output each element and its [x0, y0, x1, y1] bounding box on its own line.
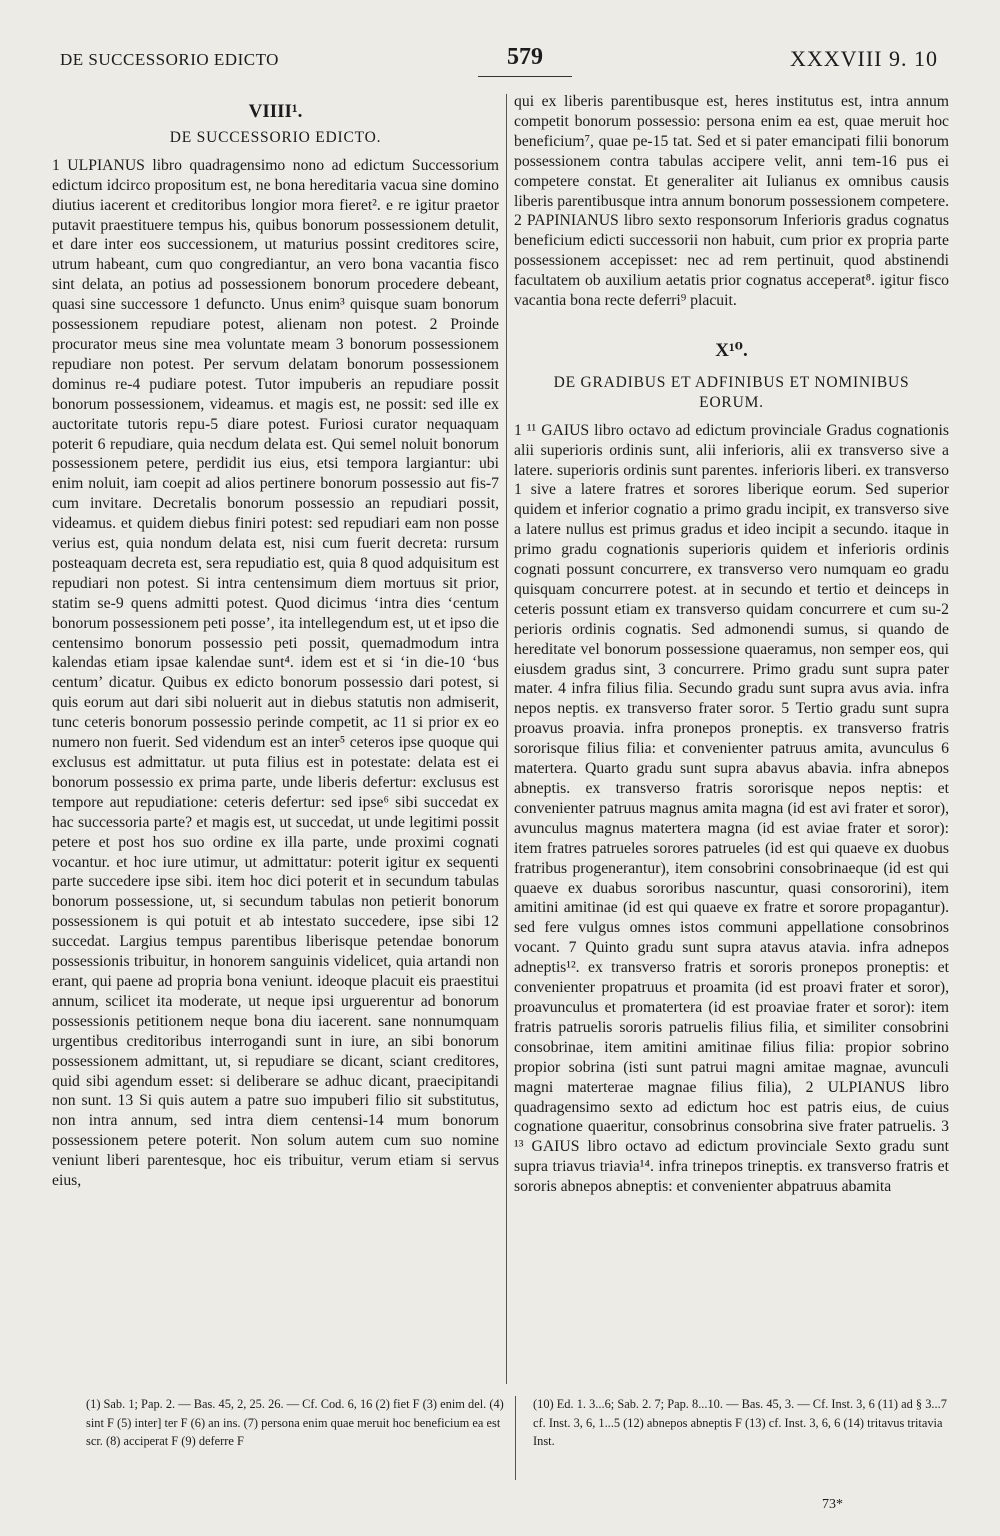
footnotes-right: (10) Ed. 1. 3...6; Sab. 2. 7; Pap. 8...10. — Bas. 45, 3. — Cf. Inst. 3, 6 (11) ad § 3...7 cf. Inst. 3, 6, 1...5 (12) abnepos abneptis F (13) cf. Inst. 3, 6, 6 (14) tritavus tritavia Inst. — [533, 1397, 947, 1448]
page-number-rule — [478, 76, 572, 77]
footnote-divider — [515, 1396, 516, 1480]
column-divider — [506, 94, 507, 1384]
section-number: VIIII¹. — [248, 101, 303, 122]
running-head — [60, 44, 938, 80]
section-title: DE GRADIBUS ET ADFINIBUS ET NOMINIBUS EORUM. — [553, 373, 910, 411]
running-head-reference: XXXVIII 9. 10 — [789, 46, 938, 71]
running-head-title: DE SUCCESSORIO EDICTO — [60, 50, 279, 69]
body-text: qui ex liberis parentibusque est, heres institutus est, intra annum competit bonorum possessio: persona enim ea est, quae meruit hoc beneficium⁷, quae pe-15 tat. Sed et si pater emancipati filii bonorum possessionem contra tabulas accipere velit, anni tem-16 pus ei competere constat. Et generaliter ait Iulianus ex omnibus causis liberis parentibusque intra annum bonorum possessionem competere. 2 PAPINIANUS libro sexto responsorum Inferioris gradus cognatus beneficium edicti successorii non habuit, cum prior ex propria parte possessionem accepisset: nec ad rem pertinuit, quod abstinendi facultatem ob auxilium aetatis prior cognatus acceperat⁸. igitur fisco vacantia bona recte deferri⁹ placuit. — [514, 93, 949, 310]
footnotes-left: (1) Sab. 1; Pap. 2. — Bas. 45, 2, 25. 26. — Cf. Cod. 6, 16 (2) fiet F (3) enim del. (4) sint F (5) inter] ter F (6) an ins. (7) persona enim quae meruit hoc beneficium ea est scr. (8) acciperat F (9) deferre F — [86, 1397, 504, 1448]
section-title: DE SUCCESSORIO EDICTO. — [169, 128, 382, 146]
page-number: 579 — [507, 44, 543, 70]
body-text: 1 ULPIANUS libro quadragensimo nono ad edictum Successorium edictum idcirco propositum est, ne bona hereditaria vacua sine domino diutius iacerent et creditoribus longior mora fieret². e re igitur praetor putavit praestituere tempus his, quibus bonorum possessionem detulit, et dare inter eos successionem, ut maturius possint creditores scire, utrum habeant, cum quo congrediantur, an vero bona vacantia fisco sint delata, an potius ad possessionem bonorum procedere debeant, quasi sine successore 1 defuncto. Unus enim³ quisque suam bonorum possessionem repudiare potest, alienam non potest. 2 Proinde procurator meus sine mea voluntate meam 3 bonorum possessionem repudiare non potest. Per servum delatam bonorum possessionem dominus re-4 pudiare potest. Tutor impuberis an repudiare possit bonorum possessionem, videamus. et magis est, ne possit: sed ille ex auctoritate tutoris repu-5 diare potest. Furiosi curator nequaquam poterit 6 repudiare, quia necdum delata est. Qui semel noluit bonorum possessionem petere, perdidit ius eius, etsi tempora largiantur: ubi enim noluit, iam coepit ad alios pertinere bonorum possessio aut fis-7 cum invitare. Decretalis bonorum possessio an repudiari possit, videamus. et quidem diebus finiri potest: sed repudiari eam non posse verius est, quia nondum delata est, nisi cum fuerit decreta: rursum posteaquam decreta est, sera repudiatio est, quia 8 quod adquisitum est repudiari non potest. Si intra centensimum diem mortuus sit prior, statim se-9 quens admitti potest. Quod dicimus ‘intra dies ‘centum bonorum possessionem peti posse’, ita intellegendum est, ut et ipso die centensimo bonorum possessio peti possit, quemadmodum intra kalendas etiam ipsae kalendae sunt⁴. idem est et si ‘in die-10 ‘bus centum’ dicatur. Quibus ex edicto bonorum possessio dari potest, si quis eorum aut dari sibi noluerit aut in diebus statutis non admiserit, tunc ceteris bonorum possessio perinde competit, ac 11 si prior ex eo numero non fuerit. Sed videndum est an inter⁵ ceteros ipse quoque qui exclusus est admittatur. ut puta filius est in potestate: delata est ei bonorum possessio ex prima parte, unde liberis defertur: exclusus est tempore aut repudiatione: ceteris defertur: sed ipse⁶ sibi succedat ex hac successoria parte? et magis est, ut succedat, ut unde legitimi possit petere et post hos suo ordine ex illa parte, unde proximi cognati vocantur. et hoc iure utimur, ut admittatur: poterit igitur ex sequenti parte succedere ipse sibi. item hoc dici poterit et in secundum tabulas bonorum possessione, ut, si secundum tabulas non petierit bonorum possessionem is qui potuit et ab intestato succedere, ipse sibi 12 succedat. Largius tempus parentibus liberisque petendae bonorum possessionis tribuitur, in honorem sanguinis videlicet, quia artandi non erant, qui paene ad propria bona veniunt. ideoque placuit eis praestitui annum, scilicet ita moderate, ut neque ipsi urguerentur ad bonorum possessionis petitionem neque bona diu iacerent. sane nonnumquam urgentibus creditoribus interrogandi sunt in iure, an sibi bonorum possessionem admittant, ut, si repudiare se dicant, sciant creditores, quid sibi agendum esset: si deliberare se adhuc dicant, praecipitandi non sunt. 13 Si quis autem a patre suo impuberi filio sit substitutus, non intra annum, sed intra diem centensi-14 mum bonorum possessionem petere poterit. Non solum autem cum suo nomine veniunt liberi parentesque, hoc eis tribuitur, verum etiam si servus eius, — [52, 156, 499, 1190]
right-column — [514, 92, 949, 1197]
body-text: 1 ¹¹ GAIUS libro octavo ad edictum provinciale Gradus cognationis alii superioris ordinis sunt, alii inferioris, alii ex transverso sive a latere. superioris ordinis sunt parentes. inferioris liberi. ex transverso 1 sive a latere fratres et sorores liberique eorum. Sed superior quidem et inferior cognatio a primo gradu incipit, ex transverso sive a latere nullus est primus gradus et ideo incipit a secundo. itaque in primo gradu cognationis superioris quidem et inferioris ordinis cognati possunt concurrere, ex transverso vero numquam eo gradu quisquam concurrere potest. at in secundo et tertio et deinceps in ceteris possunt etiam ex transverso quidam concurrere et cum su-2 perioris ordinis cognatis. Sed admonendi sumus, si quando de hereditate vel bonorum possessione quaeramus, non semper eos, qui eiusdem gradus sint, 3 concurrere. Primo gradu sunt supra pater mater. 4 infra filius filia. Secundo gradu sunt supra avus avia. infra nepos neptis. ex transverso frater soror. 5 Tertio gradu sunt supra proavus proavia. infra pronepos proneptis. ex transverso fratris sororisque filius filia: et convenienter patruus amita, avunculus 6 matertera. Quarto gradu sunt supra abavus abavia. infra abnepos abneptis. ex transverso fratris sororisque nepos neptis: et convenienter patruus magnus amita magna (id est avi frater et soror), avunculus magnus matertera magna (id est aviae frater et soror): item fratres patrueles sorores patrueles (id est qui quaeve ex duobus fratribus progenerantur), item consobrini consobrinaeque (id est qui quaeve ex duabus sororibus nascuntur, quasi consororini), item amitini amitinae (id est qui quaeve ex fratre et sorore propagantur). sed fere vulgus omnes istos communi appellatione consobrinos vocant. 7 Quinto gradu sunt supra atavus atavia. infra adnepos adneptis¹². ex transverso fratris et sororis pronepos proneptis: et convenienter propatruus et proamita (id est proavi frater et soror), proavunculus et promatertera (id est proaviae frater et soror): item fratris patruelis sororis patruelis filius filia, et similiter consobrini consobrinae, item amitini amitinae filius filia: propior sobrino propior sobrina (isti sunt patrui magni amitae magnae, avunculi magni materterae magnae filius filia), 2 ULPIANUS libro quadragensimo sexto ad edictum hoc est patris eius, de cuius cognatione quaeritur, consobrinus consobrina sive frater patruelis. 3 ¹³ GAIUS libro octavo ad edictum provinciale Sexto gradu sunt supra triavus triavia¹⁴. infra trinepos trineptis. ex transverso fratris et sororis abnepos abneptis: et convenienter abpatruus abamita — [514, 421, 949, 1196]
section-number: X¹⁰. — [715, 339, 748, 361]
left-column — [52, 92, 499, 1191]
signature-mark: 73* — [822, 1497, 843, 1512]
